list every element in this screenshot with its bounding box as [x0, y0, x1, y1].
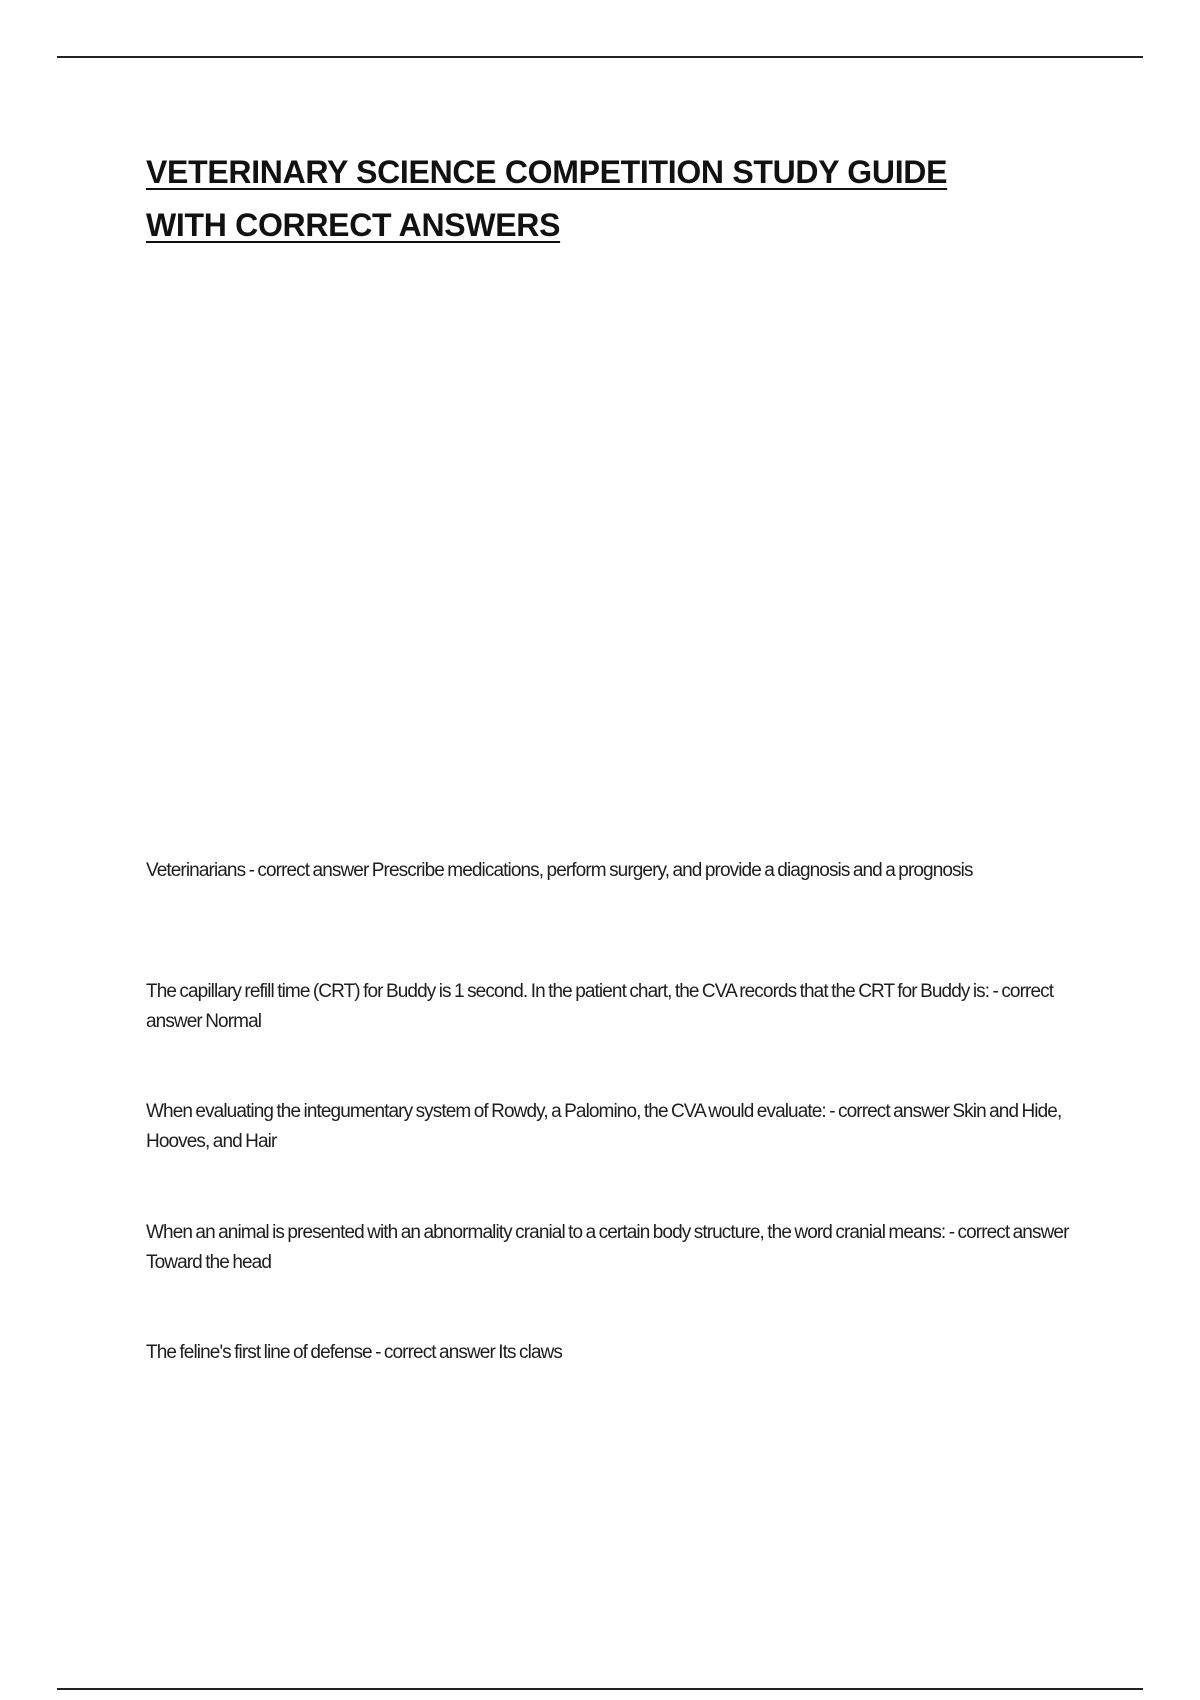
- document-title: [146, 146, 1046, 252]
- qa-item: When an animal is presented with an abnormality cranial to a certain body structure, the word cranial means: - correct answer Toward the head: [146, 1222, 1069, 1273]
- qa-item: Veterinarians - correct answer Prescribe medications, perform surgery, and provide a diagnosis and a prognosis: [146, 860, 973, 881]
- qa-item: The capillary refill time (CRT) for Buddy is 1 second. In the patient chart, the CVA records that the CRT for Buddy is: - correct answer Normal: [146, 981, 1054, 1032]
- title-line-1: VETERINARY SCIENCE COMPETITION STUDY GUIDE: [146, 154, 948, 190]
- qa-item: When evaluating the integumentary system of Rowdy, a Palomino, the CVA would evaluate: - correct answer Skin and Hide, Hooves, and Hair: [146, 1101, 1062, 1152]
- title-line-2: WITH CORRECT ANSWERS: [146, 207, 561, 243]
- qa-item: The feline's first line of defense - correct answer Its claws: [146, 1342, 563, 1363]
- header-rule: [57, 56, 1143, 58]
- footer-rule: [57, 1688, 1143, 1690]
